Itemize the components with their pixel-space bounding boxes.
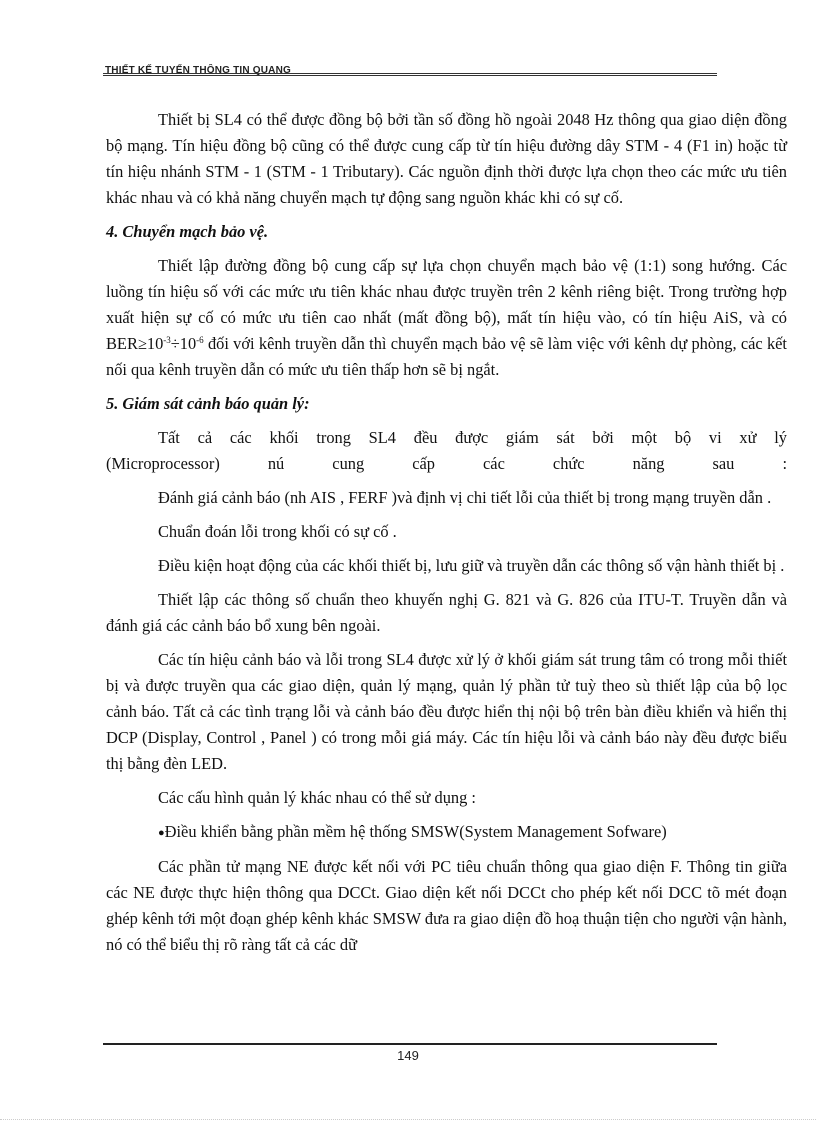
running-header <box>103 64 717 78</box>
list-item-smsw <box>106 819 787 846</box>
paragraph-standard-parameters: Thiết lập các thông số chuẩn theo khuyến nghị G. 821 và G. 826 của ITU-T. Truyền dẫn và đánh giá các cảnh báo bổ xung bên ngoài. <box>106 590 787 635</box>
header-rule <box>103 73 717 74</box>
paragraph-fault-diagnosis: Chuẩn đoán lỗi trong khối có sự cố . <box>158 522 397 541</box>
list-item-smsw-text: Điều khiển bằng phần mềm hệ thống SMSW(System Management Sofware) <box>164 822 667 841</box>
header-rule-double <box>103 75 717 76</box>
footer-rule <box>103 1043 717 1045</box>
paragraph-protection-text-b: đối với kênh truyền dẫn thì chuyển mạch bảo vệ sẽ làm việc với kênh dự phòng, các kết nối qua kênh truyền dẫn có mức ưu tiên thấp hơn sẽ bị ngắt. <box>106 334 787 379</box>
header-title: THIẾT KẾ TUYẾN THÔNG TIN QUANG <box>105 65 291 76</box>
section-heading-protection-switching: 4. Chuyển mạch bảo vệ. <box>106 222 269 241</box>
paragraph-alarm-signals: Các tín hiệu cảnh báo và lỗi trong SL4 được xử lý ở khối giám sát trung tâm có trong mỗi thiết bị và được truyền qua các giao diện, quản lý mạng, quản lý phần tử tuỳ theo sù thiết lập của bộ lọc cảnh báo. Tất cả các tình trạng lỗi và cảnh báo đều được hiển thị nội bộ trên bàn điều khiển và hiển thị DCP (Display, Control , Panel ) có trong mỗi giá máy. Các tín hiệu lỗi và cảnh báo này đều được biểu thị bằng đèn LED. <box>106 650 787 773</box>
paragraph-protection-text-a: Thiết lập đường đồng bộ cung cấp sự lựa chọn chuyển mạch bảo vệ (1:1) song hướng. Các luồng tín hiệu số với các mức ưu tiên khác nhau được truyền trên 2 kênh riêng biệt. Trong trường hợp xuất hiện sự cố có mức ưu tiên cao nhất (mất đồng bộ), mất tín hiệu vào, có tín hiệu AiS, và có BER≥10 <box>106 256 787 353</box>
ber-exponent-2: -6 <box>196 335 204 345</box>
paragraph-monitoring-line-2: (Microprocessor) nú cung cấp các chức năng sau : <box>106 454 787 473</box>
paragraph-synchronization: Thiết bị SL4 có thể được đồng bộ bởi tần số đồng hồ ngoài 2048 Hz thông qua giao diện đồng bộ mạng. Tín hiệu đồng bộ cũng có thể được cung cấp từ tín hiệu đường dây STM - 4 (F1 in) hoặc từ tín hiệu nhánh STM - 1 (STM - 1 Tributary). Các nguồn định thời được lựa chọn theo các mức ưu tiên khác nhau và có khả năng chuyển mạch tự động sang nguồn khác khi có sự cố. <box>106 110 787 207</box>
page-edge-dotted-line <box>0 1119 816 1120</box>
paragraph-operating-conditions: Điều kiện hoạt động của các khối thiết bị, lưu giữ và truyền dẫn các thông số vận hành thiết bị . <box>158 556 785 575</box>
paragraph-monitoring-intro <box>106 425 787 477</box>
paragraph-management-configs: Các cấu hình quản lý khác nhau có thể sử dụng : <box>158 788 476 807</box>
section-heading-alarm-monitoring: 5. Giám sát cảnh báo quản lý: <box>106 394 310 413</box>
bullet-icon: ● <box>158 827 165 839</box>
page-body <box>106 107 787 966</box>
page-number: 149 <box>397 1048 419 1063</box>
ber-separator: ÷10 <box>170 334 197 353</box>
paragraph-monitoring-line-1: Tất cả các khối trong SL4 đều được giám sát bởi một bộ vi xử lý <box>158 428 787 447</box>
paragraph-alarm-evaluation: Đánh giá cảnh báo (nh AIS , FERF )và định vị chi tiết lỗi của thiết bị trong mạng truyền dẫn . <box>158 488 772 507</box>
paragraph-network-elements: Các phần tử mạng NE được kết nối với PC tiêu chuẩn thông qua giao diện F. Thông tin giữa các NE được thực hiện thông qua DCCt. Giao diện kết nối DCCt cho phép kết nối DCC tõ mét đoạn ghép kênh tới một đoạn ghép kênh khác SMSW đưa ra giao diện đồ hoạ thuận tiện cho người vận hành, nó có thể biểu thị rõ ràng tất cả các dữ <box>106 857 787 954</box>
paragraph-protection-switching <box>106 253 787 383</box>
ber-exponent-1: -3 <box>163 335 171 345</box>
